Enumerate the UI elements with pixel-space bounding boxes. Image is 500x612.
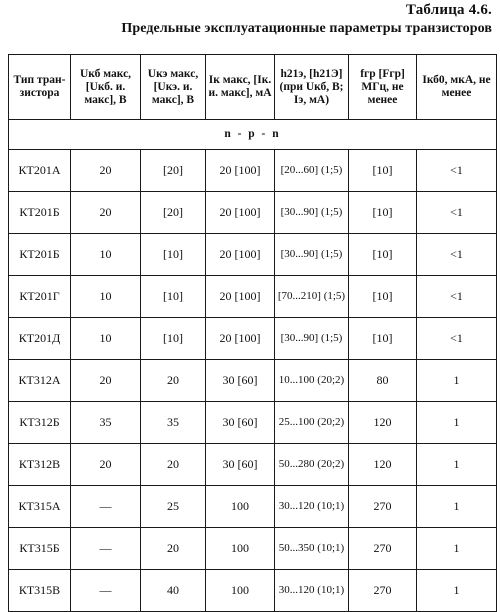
ukb-max-cell: 20 [71,444,141,486]
table-row [9,528,497,570]
table-row [9,276,497,318]
ikb0-cell: <1 [417,192,497,234]
group-row [9,120,497,150]
ikb0-cell: 1 [417,486,497,528]
ukb-max-cell: 10 [71,276,141,318]
table-row [9,486,497,528]
table-header-row [9,55,497,120]
uke-max-cell: [10] [141,318,206,360]
table-number: Таблица 4.6. [405,2,492,18]
uke-max-cell: 20 [141,528,206,570]
type-cell: КТ201А [9,150,71,192]
type-cell: КТ315А [9,486,71,528]
ikb0-cell: 1 [417,360,497,402]
ikb0-cell: <1 [417,318,497,360]
uke-max-cell: 25 [141,486,206,528]
ik-max-cell: 30 [60] [206,444,275,486]
ukb-max-cell: 10 [71,318,141,360]
uke-max-cell: 40 [141,570,206,612]
uke-max-cell: 35 [141,402,206,444]
h21-cell: 10...100 (20;2) [275,360,349,402]
ikb0-cell: 1 [417,402,497,444]
type-cell: КТ315Б [9,528,71,570]
type-cell: КТ201Б [9,234,71,276]
fgr-cell: 80 [349,360,417,402]
table-body [9,120,497,612]
ik-max-cell: 100 [206,486,275,528]
type-cell: КТ312В [9,444,71,486]
table-row [9,234,497,276]
ikb0-cell: 1 [417,444,497,486]
h21-cell: [30...90] (1;5) [275,192,349,234]
column-header: h21э, [h21Э] (при Uкб, В; Iэ, мА) [275,55,349,120]
type-cell: КТ312А [9,360,71,402]
ukb-max-cell: — [71,528,141,570]
h21-cell: [20...60] (1;5) [275,150,349,192]
type-cell: КТ201Д [9,318,71,360]
ikb0-cell: <1 [417,276,497,318]
ukb-max-cell: 20 [71,150,141,192]
fgr-cell: [10] [349,192,417,234]
ikb0-cell: <1 [417,234,497,276]
ukb-max-cell: 20 [71,360,141,402]
fgr-cell: [10] [349,318,417,360]
ik-max-cell: 30 [60] [206,360,275,402]
uke-max-cell: [20] [141,150,206,192]
h21-cell: 30...120 (10;1) [275,486,349,528]
transistor-parameters-table [8,54,497,612]
type-cell: КТ201Г [9,276,71,318]
ukb-max-cell: 35 [71,402,141,444]
fgr-cell: [10] [349,234,417,276]
ik-max-cell: 100 [206,528,275,570]
table-row [9,402,497,444]
uke-max-cell: [20] [141,192,206,234]
column-header: Uкэ макс, [Uкэ. и. макс], В [141,55,206,120]
h21-cell: 30...120 (10;1) [275,570,349,612]
ukb-max-cell: 20 [71,192,141,234]
h21-cell: 50...280 (20;2) [275,444,349,486]
ik-max-cell: 20 [100] [206,318,275,360]
column-header: Iк макс, [Iк. и. макс], мА [206,55,275,120]
table-row [9,360,497,402]
h21-cell: [70...210] (1;5) [275,276,349,318]
column-header: fгр [Fгр] МГц, не менее [349,55,417,120]
table-row [9,318,497,360]
column-header: Uкб макс, [Uкб. и. макс], В [71,55,141,120]
ukb-max-cell: 10 [71,234,141,276]
column-header: Iкб0, мкА, не менее [417,55,497,120]
uke-max-cell: [10] [141,234,206,276]
h21-cell: [30...90] (1;5) [275,318,349,360]
fgr-cell: 270 [349,486,417,528]
column-header: Тип тран-зистора [9,55,71,120]
fgr-cell: 270 [349,528,417,570]
h21-cell: 25...100 (20;2) [275,402,349,444]
ik-max-cell: 20 [100] [206,150,275,192]
ik-max-cell: 20 [100] [206,234,275,276]
table-title: Предельные эксплуатационные параметры транзисторов [121,21,492,36]
fgr-cell: 270 [349,570,417,612]
ikb0-cell: 1 [417,528,497,570]
uke-max-cell: [10] [141,276,206,318]
table-row [9,192,497,234]
type-cell: КТ201Б [9,192,71,234]
table-row [9,150,497,192]
h21-cell: [30...90] (1;5) [275,234,349,276]
fgr-cell: 120 [349,444,417,486]
ukb-max-cell: — [71,570,141,612]
ik-max-cell: 30 [60] [206,402,275,444]
group-label: n - p - n [9,120,497,150]
ik-max-cell: 100 [206,570,275,612]
table-row [9,444,497,486]
fgr-cell: 120 [349,402,417,444]
ikb0-cell: 1 [417,570,497,612]
h21-cell: 50...350 (10;1) [275,528,349,570]
ik-max-cell: 20 [100] [206,276,275,318]
ukb-max-cell: — [71,486,141,528]
uke-max-cell: 20 [141,360,206,402]
type-cell: КТ315В [9,570,71,612]
ikb0-cell: <1 [417,150,497,192]
uke-max-cell: 20 [141,444,206,486]
type-cell: КТ312Б [9,402,71,444]
ik-max-cell: 20 [100] [206,192,275,234]
fgr-cell: [10] [349,150,417,192]
fgr-cell: [10] [349,276,417,318]
table-row [9,570,497,612]
